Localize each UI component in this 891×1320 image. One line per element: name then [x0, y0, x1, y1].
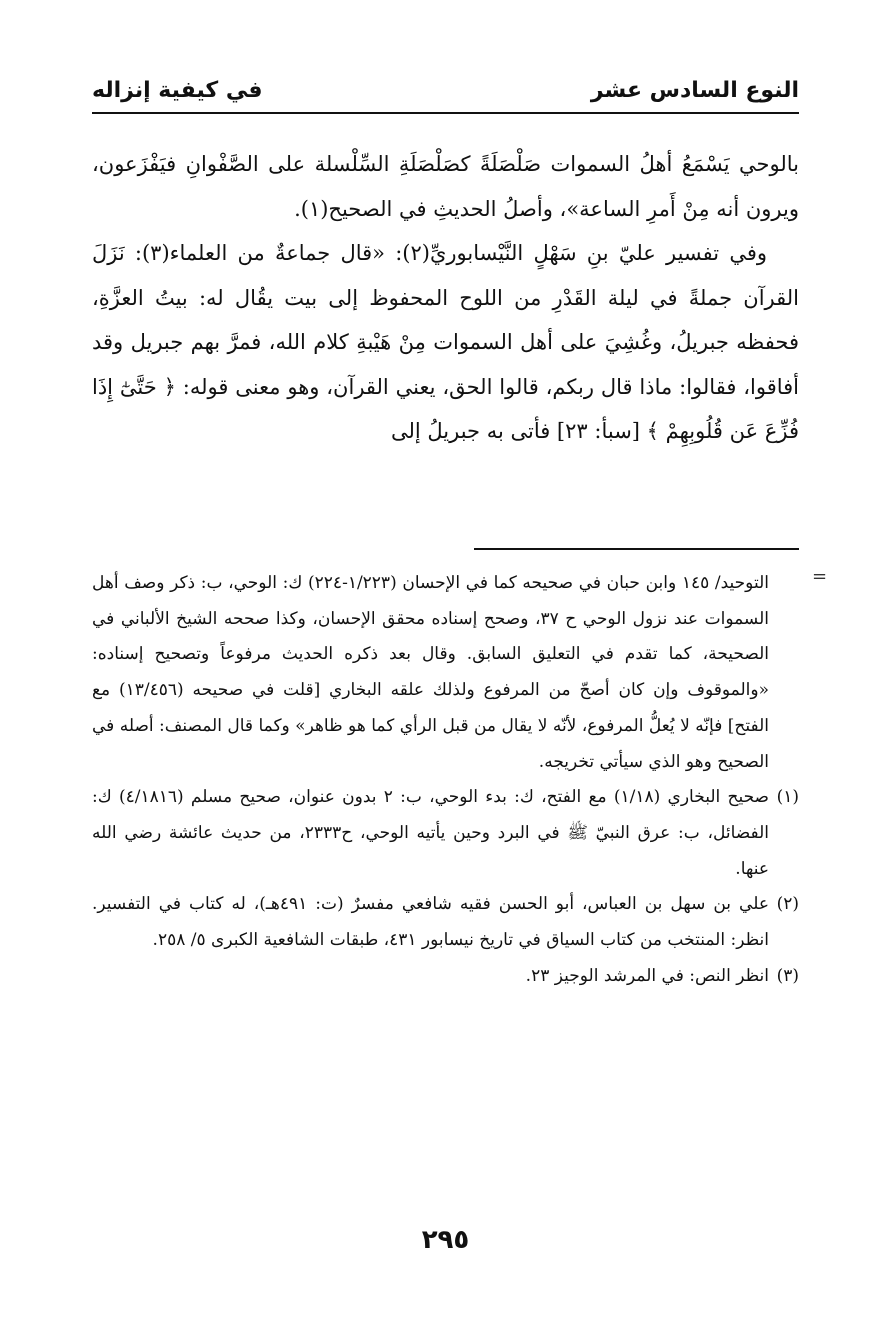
- running-header: [92, 68, 799, 114]
- footnote-text: انظر النص: في المرشد الوجيز ٢٣.: [525, 965, 769, 986]
- paragraph: وفي تفسير عليّ بنِ سَهْلٍ النَّيْسابوريِّ(٢): «قال جماعةٌ من العلماء(٣): نَزَلَ القرآن جملةً في ليلة القَدْرِ من اللوح المحفوظ إلى بيت يقُال له: بيتُ العزَّةِ، فحفظه جبريلُ، وغُشِيَ على أهل السموات مِنْ هَيْبةِ كلام الله، فمرَّ بهم جبريل وقد أفاقوا، فقالوا: ماذا قال ربكم، قالوا الحق، يعني القرآن، وهو معنى قوله: ﴿ حَتَّىٰٓ إِذَا فُزِّعَ عَن قُلُوبِهِمْ ﴾ [سبأ: ٢٣] فأتى به جبريلُ إلى: [92, 241, 799, 443]
- continuation-mark: =: [812, 566, 828, 587]
- footnote-number: (١): [776, 787, 799, 808]
- footnote-number: (٣): [776, 965, 799, 986]
- footnotes: [92, 566, 799, 994]
- section-title: في كيفية إنزاله: [92, 77, 263, 103]
- chapter-title: النوع السادس عشر: [590, 77, 799, 103]
- footnote-number: (٢): [776, 894, 799, 915]
- main-text: [92, 142, 799, 454]
- page-number: ٢٩٥: [421, 1225, 470, 1255]
- footnote-text: علي بن سهل بن العباس، أبو الحسن فقيه شافعي مفسرٌ (ت: ٤٩١هـ)، له كتاب في التفسير. انظر: المنتخب من كتاب السياق في تاريخ نيسابور ٤٣١، طبقات الشافعية الكبرى ٥/ ٢٥٨.: [92, 894, 769, 951]
- footnote-separator: [474, 548, 799, 550]
- paragraph: بالوحي يَسْمَعُ أهلُ السموات صَلْصَلَةً كصَلْصَلَةِ السِّلْسلة على الصَّفْوانِ فيَفْزَعون، ويرون أنه مِنْ أَمرِ الساعة»، وأصلُ الحديثِ في الصحيح(١).: [92, 152, 799, 221]
- footnote-continuation: التوحيد/ ١٤٥ وابن حبان في صحيحه كما في الإحسان (١/٢٢٣-٢٢٤) ك: الوحي، ب: ذكر وصف أهل السموات عند نزول الوحي ح ٣٧، وصحح إسناده محقق الإحسان، وكذا صححه الشيخ الألباني في الصحيحة، كما تقدم في التعليق السابق. وقال بعد ذكره الحديث مرفوعاً وتصحيح إسناده: «والموقوف وإن كان أصحّ من المرفوع ولذلك علقه البخاري [قلت في صحيحه (١٣/٤٥٦) مع الفتح] فإنّه لا يُعلُّ المرفوع، لأنّه لا يقال من قبل الرأي كما هو ظاهر» وكما قال المصنف: أصله في الصحيح وهو الذي سيأتي تخريجه.: [92, 573, 769, 772]
- footnote-text: صحيح البخاري (١/١٨) مع الفتح، ك: بدء الوحي، ب: ٢ بدون عنوان، صحيح مسلم (٤/١٨١٦) ك: الفضائل، ب: عرق النبيّ ﷺ في البرد وحين يأتيه الوحي، ح٢٣٣٣، من حديث عائشة رضي الله عنها.: [92, 787, 770, 879]
- footnote: [92, 887, 799, 958]
- footnote: [92, 780, 799, 887]
- footnote: [92, 959, 799, 995]
